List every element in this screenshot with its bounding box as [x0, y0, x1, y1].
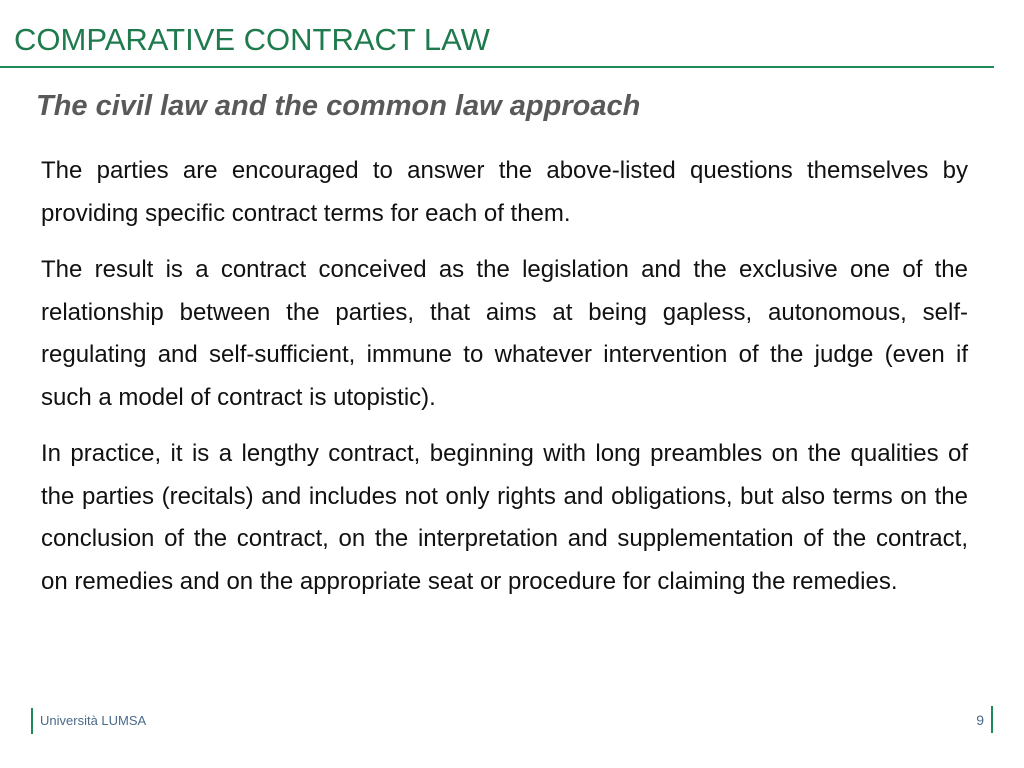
footer-left-bar: [31, 708, 33, 734]
footer-right-bar: [991, 706, 993, 733]
slide-subtitle: The civil law and the common law approach: [36, 90, 641, 122]
slide-body: [41, 150, 968, 617]
body-paragraph-2: The result is a contract conceived as the legislation and the exclusive one of the relationship between the parties, that aims at being gapless, autonomous, self-regulating and self-sufficient, immune to whatever intervention of the judge (even if such a model of contract is utopistic).: [41, 256, 968, 411]
body-paragraph-3: In practice, it is a lengthy contract, beginning with long preambles on the qualities of the parties (recitals) and includes not only rights and obligations, but also terms on the conclusion of the contract, on the interpretation and supplementation of the contract, on remedies and on the appropriate seat or procedure for claiming the remedies.: [41, 440, 968, 595]
slide-header-title: COMPARATIVE CONTRACT LAW: [14, 22, 490, 57]
body-paragraph-1: The parties are encouraged to answer the above-listed questions themselves by providing specific contract terms for each of them.: [41, 157, 968, 227]
header-divider: [0, 66, 994, 68]
footer-university-name: Università LUMSA: [40, 713, 147, 728]
footer-page-number: 9: [976, 712, 984, 728]
